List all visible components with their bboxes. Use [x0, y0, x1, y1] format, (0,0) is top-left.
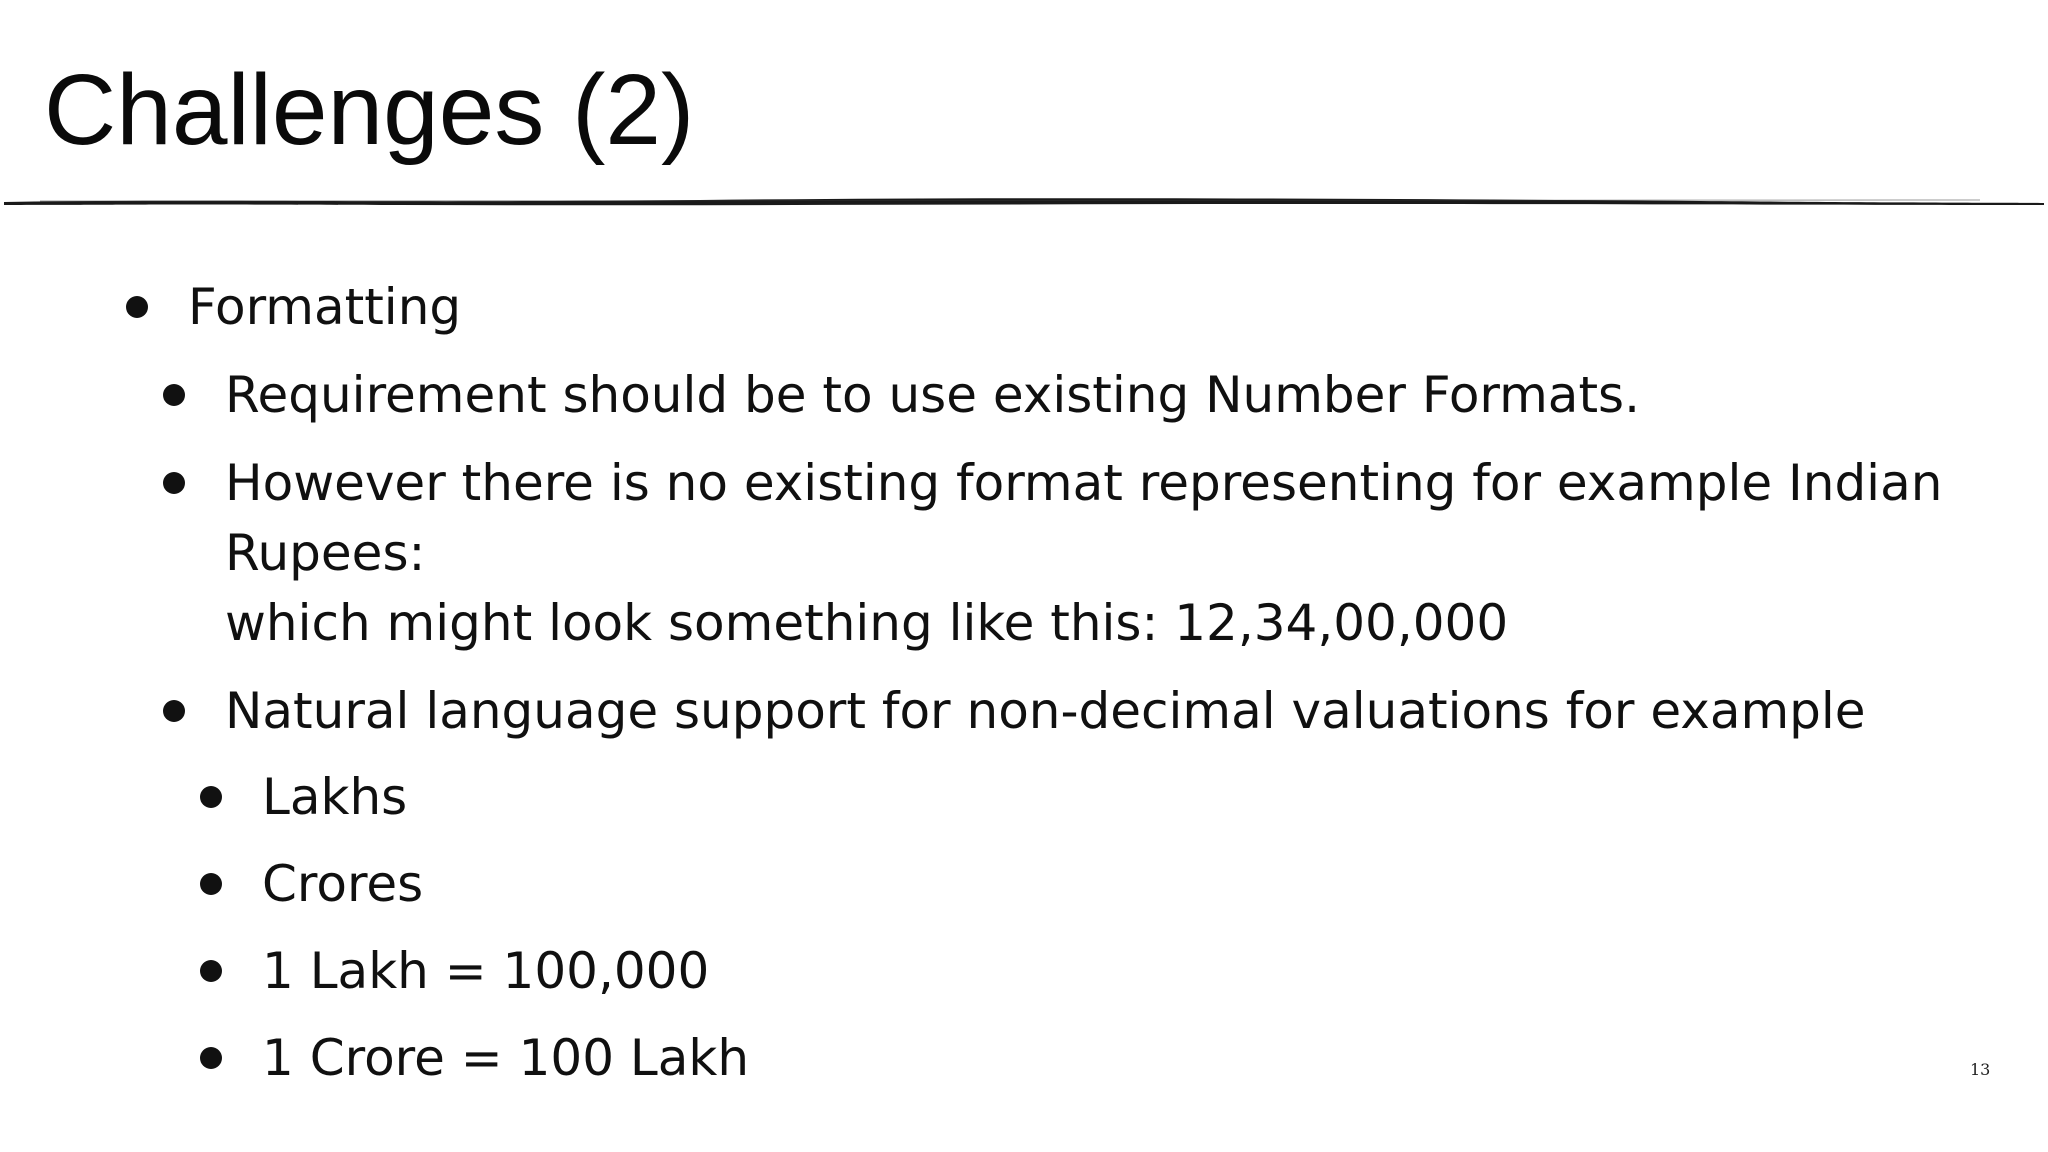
- title-divider-rule: [0, 190, 2048, 212]
- bullet-icon: [200, 960, 222, 982]
- list-item-requirement: Requirement should be to use existing Number Formats.: [225, 366, 1640, 424]
- bullet-icon: [163, 384, 185, 406]
- bullet-icon: [200, 1047, 222, 1069]
- page-number: 13: [1970, 1060, 1991, 1079]
- list-item-crore-equation: 1 Crore = 100 Lakh: [262, 1029, 750, 1087]
- bullet-icon: [126, 296, 148, 318]
- bullet-icon: [163, 700, 185, 722]
- bullet-icon: [163, 472, 185, 494]
- bullet-icon: [200, 786, 222, 808]
- list-item-formatting: Formatting: [188, 278, 462, 336]
- list-item-lakhs: Lakhs: [262, 768, 408, 826]
- bullet-icon: [200, 873, 222, 895]
- list-item-however-line-3: which might look something like this: 12,34,00,000: [225, 594, 1509, 652]
- list-item-natural-language: Natural language support for non-decimal valuations for example: [225, 682, 1866, 740]
- list-item-crores: Crores: [262, 855, 424, 913]
- list-item-however-line-1: However there is no existing format representing for example Indian: [225, 454, 1943, 512]
- slide-title: Challenges (2): [44, 54, 695, 166]
- list-item-lakh-equation: 1 Lakh = 100,000: [262, 942, 710, 1000]
- list-item-however-line-2: Rupees:: [225, 524, 426, 582]
